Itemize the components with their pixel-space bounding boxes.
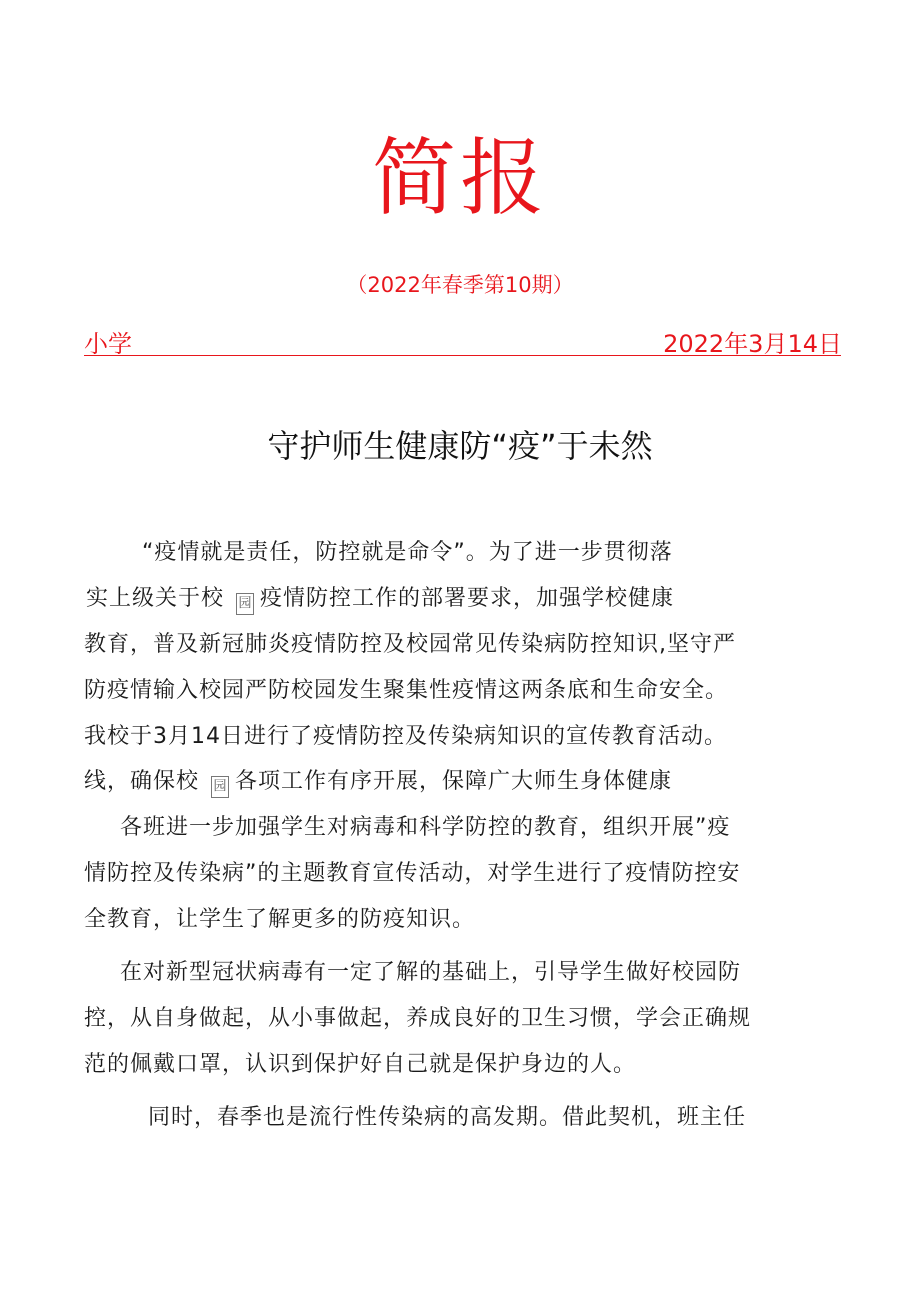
body-line: 控，从自身做起，从小事做起，养成良好的卫生习惯，学会正确规 bbox=[84, 1006, 752, 1031]
article-headline: 守护师生健康防“疫”于未然 bbox=[267, 427, 653, 465]
body-line: 全教育，让学生了解更多的防疫知识。 bbox=[84, 907, 476, 932]
body-line: 教育，普及新冠肺炎疫情防控及校园常见传染病防控知识,坚守严 bbox=[84, 632, 736, 657]
body-line bbox=[86, 584, 674, 615]
body-line: 范的佩戴口罩，认识到保护好自己就是保护身边的人。 bbox=[84, 1052, 637, 1077]
missing-glyph-icon: 园 bbox=[236, 593, 254, 615]
body-line-segment: 各项工作有序开展，保障广大师生身体健康 bbox=[235, 769, 673, 794]
issue-date: 2022年3月14日 bbox=[663, 330, 842, 358]
body-line: 同时，春季也是流行性传染病的高发期。借此契机，班主任 bbox=[148, 1105, 747, 1130]
masthead-title: 简报 bbox=[371, 129, 548, 227]
body-line: “疫情就是责任，防控就是命令”。为了进一步贯彻落 bbox=[142, 540, 673, 565]
body-line: 情防控及传染病”的主题教育宣传活动，对学生进行了疫情防控安 bbox=[84, 861, 741, 886]
issue-number: （2022年春季第10期） bbox=[346, 273, 574, 297]
body-line-segment: 线，确保校 bbox=[84, 769, 200, 794]
body-line bbox=[84, 767, 672, 798]
school-name: 小学 bbox=[84, 330, 132, 358]
body-line: 各班进一步加强学生对病毒和科学防控的教育，组织开展”疫 bbox=[120, 815, 731, 840]
body-line: 防疫情输入校园严防校园发生聚集性疫情这两条底和生命安全。 bbox=[84, 678, 729, 703]
body-line: 在对新型冠状病毒有一定了解的基础上，引导学生做好校园防 bbox=[120, 960, 742, 985]
missing-glyph-icon: 园 bbox=[211, 776, 229, 798]
body-line-segment: 实上级关于校 bbox=[86, 586, 225, 611]
body-line: 我校于3月14日进行了疫情防控及传染病知识的宣传教育活动。 bbox=[84, 724, 727, 749]
header-divider bbox=[84, 355, 841, 356]
body-line-segment: 疫情防控工作的部署要求，加强学校健康 bbox=[260, 586, 675, 611]
